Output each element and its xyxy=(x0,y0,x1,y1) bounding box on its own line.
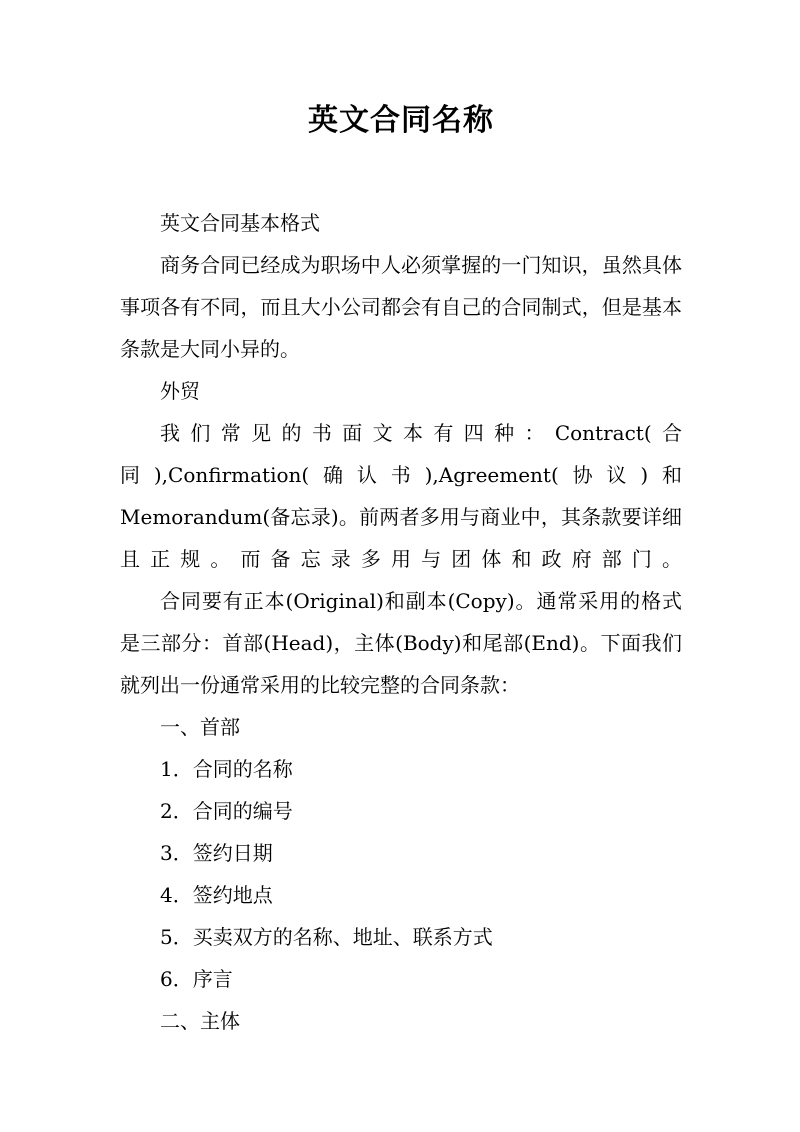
body-heading: 二、主体 xyxy=(160,1009,240,1033)
document-body xyxy=(120,202,682,1042)
head-item-6: 6．序言 xyxy=(160,967,233,991)
document-title: 英文合同名称 xyxy=(308,103,494,138)
types-paragraph: 我们常见的书面文本有四种：Contract(合同),Confirmation(确认书),Agreement(协议)和Memorandum(备忘录)。前两者多用与商业中，其条款要详细且正规。而备忘录多用与团体和政府部门。 xyxy=(120,421,682,571)
intro-paragraph: 商务合同已经成为职场中人必须掌握的一门知识，虽然具体事项各有不同，而且大小公司都会有自己的合同制式，但是基本条款是大同小异的。 xyxy=(120,253,682,361)
head-item-1: 1．合同的名称 xyxy=(160,757,293,781)
head-item-2: 2．合同的编号 xyxy=(160,799,293,823)
head-item-5: 5．买卖双方的名称、地址、联系方式 xyxy=(160,925,493,949)
head-item-4: 4．签约地点 xyxy=(160,883,273,907)
head-heading: 一、首部 xyxy=(160,715,240,739)
head-item-3: 3．签约日期 xyxy=(160,841,273,865)
section-foreign-trade: 外贸 xyxy=(160,379,200,403)
heading-basic-format: 英文合同基本格式 xyxy=(160,211,320,235)
parts-paragraph: 合同要有正本(Original)和副本(Copy)。通常采用的格式是三部分：首部(Head)，主体(Body)和尾部(End)。下面我们就列出一份通常采用的比较完整的合同条款： xyxy=(120,589,682,697)
